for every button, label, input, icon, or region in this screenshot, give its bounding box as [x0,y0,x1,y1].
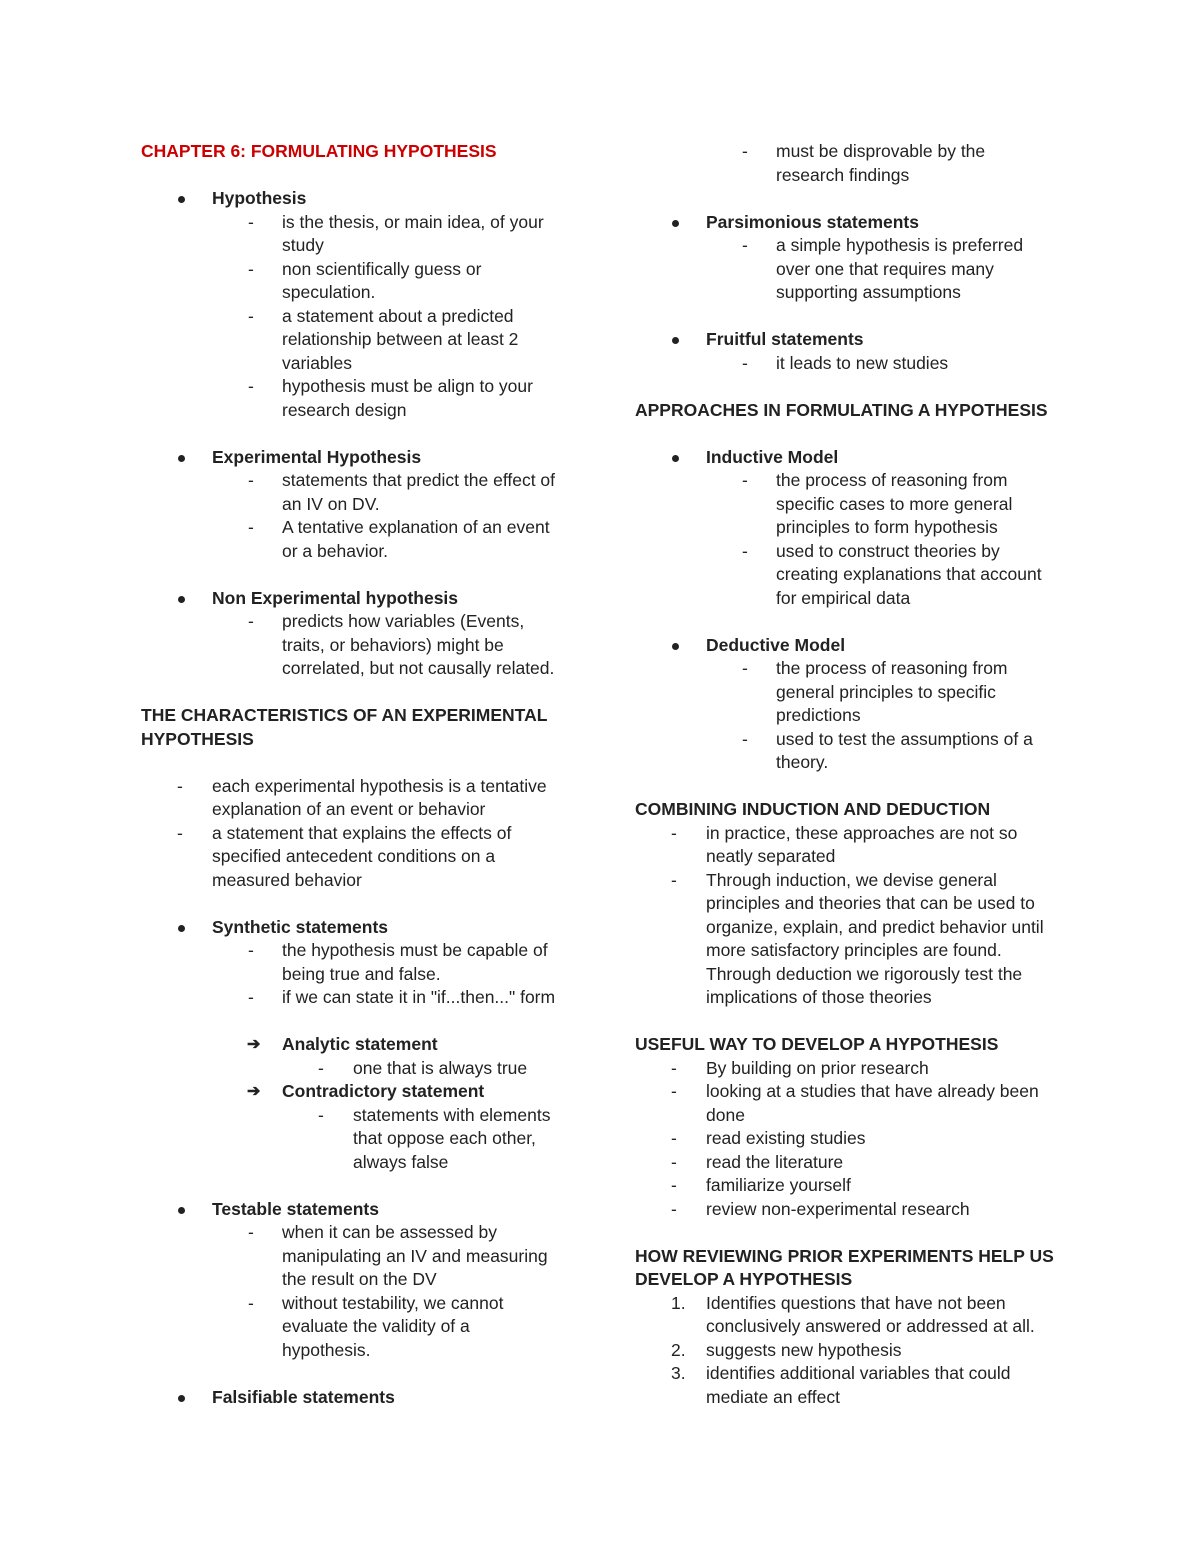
dash-item-text: an IV on DV. [282,493,380,514]
arrow-right-icon: ➔ [247,1036,261,1053]
bullet-icon [178,455,185,462]
numbered-item-text: Identifies questions that have not been [706,1292,1006,1313]
dash-item-text: research design [282,399,407,420]
dash-item-text: in practice, these approaches are not so [706,822,1018,843]
dash-item-line [141,798,581,822]
dash-marker: - [248,987,254,1007]
bullet-label: Non Experimental hypothesis [212,587,459,608]
dash-marker: - [248,258,254,279]
dash-item-text: By building on prior research [706,1057,929,1078]
bullet-icon [178,196,185,203]
dash-item-text: principles to form hypothesis [776,517,998,537]
dash-item-line [141,634,581,658]
dash-item-line [635,845,1075,869]
spacer [635,305,1075,329]
spacer [141,1174,581,1198]
dash-item-text: statements that predict the effect of [282,470,556,490]
dash-item-line [141,1057,581,1081]
arrow-label: Analytic statement [282,1034,438,1054]
dash-item-text: traits, or behaviors) might be [282,634,504,655]
dash-marker: - [248,211,254,232]
dash-item-text: for empirical data [776,587,911,608]
dash-item-line [141,258,581,282]
dash-item-text: must be disprovable by the [776,141,986,161]
spacer [635,775,1075,799]
dash-item-line [635,822,1075,846]
dash-item-line [635,140,1075,164]
bullet-icon [178,925,185,932]
numbered-item-text: conclusively answered or addressed at all. [706,1316,1035,1336]
dash-item-text: or a behavior. [282,540,389,561]
dash-item-text: being true and false. [282,963,441,984]
bullet-heading [635,328,1075,352]
dash-item-text: more satisfactory principles are found. [706,940,1002,960]
numbered-item-line [635,1315,1075,1339]
bullet-label: Deductive Model [706,634,846,655]
dash-marker: - [318,1057,324,1078]
dash-item-text: statements with elements [353,1104,551,1125]
dash-item-line [635,234,1075,258]
dash-item-text: speculation. [282,282,376,302]
numbered-item-text: suggests new hypothesis [706,1339,902,1360]
bullet-heading [141,587,581,611]
dash-marker: - [177,775,183,796]
dash-item-text: relationship between at least 2 [282,329,519,349]
bullet-label: Parsimonious statements [706,211,919,232]
numbered-item-line [635,1362,1075,1386]
dash-item-text: the process of reasoning from [776,658,1008,678]
dash-marker: - [742,658,748,678]
dash-item-line [635,164,1075,188]
numbered-item-line [635,1339,1075,1363]
dash-item-text: one that is always true [353,1057,528,1078]
dash-marker: - [248,470,254,490]
dash-item-text: the process of reasoning from [776,470,1008,490]
dash-marker: - [671,1175,677,1195]
dash-item-text: study [282,235,324,255]
bullet-icon [178,1395,185,1402]
bullet-icon [672,220,679,227]
dash-marker: - [671,1057,677,1078]
dash-marker: - [318,1104,324,1125]
dash-item-line [635,493,1075,517]
dash-item-line [141,234,581,258]
dash-item-text: that oppose each other, [353,1128,536,1148]
dash-item-text: Through induction, we devise general [706,869,997,890]
dash-item-line [141,986,581,1010]
dash-item-line [141,1104,581,1128]
dash-item-line [635,681,1075,705]
spacer [141,1010,581,1034]
item-number: 3. [671,1363,686,1383]
dash-marker: - [671,1198,677,1219]
dash-item-text: hypothesis. [282,1339,371,1360]
dash-marker: - [742,352,748,373]
dash-item-line [141,375,581,399]
spacer [635,422,1075,446]
dash-marker: - [671,1151,677,1172]
spacer [635,187,1075,211]
dash-item-line [635,563,1075,587]
dash-marker: - [177,822,183,843]
dash-item-line [141,1339,581,1363]
dash-item-line [141,211,581,235]
dash-item-line [635,587,1075,611]
dash-item-line [141,1127,581,1151]
section-heading: USEFUL WAY TO DEVELOP A HYPOTHESIS [635,1034,999,1054]
dash-item-line [635,1080,1075,1104]
dash-item-line [141,399,581,423]
spacer [141,892,581,916]
bullet-icon [672,643,679,650]
dash-item-line [141,516,581,540]
bullet-label: Testable statements [212,1198,379,1219]
bullet-label: Synthetic statements [212,916,389,937]
dash-item-line [635,1198,1075,1222]
dash-item-line [141,493,581,517]
dash-item-text: implications of those theories [706,987,932,1007]
arrow-label: Contradictory statement [282,1081,485,1101]
dash-item-line [141,1245,581,1269]
dash-item-text: research findings [776,164,910,185]
bullet-heading [141,1386,581,1410]
dash-item-text: hypothesis must be align to your [282,376,533,396]
dash-item-line [141,305,581,329]
dash-item-text: correlated, but not causally related. [282,658,555,678]
bullet-label: Experimental Hypothesis [212,446,422,467]
dash-item-line [141,1268,581,1292]
dash-item-text: read existing studies [706,1128,866,1148]
bullet-heading [141,1198,581,1222]
dash-item-line [635,751,1075,775]
dash-marker: - [248,517,254,537]
dash-item-line [635,540,1075,564]
dash-item-line [141,540,581,564]
dash-item-line [141,963,581,987]
dash-item-line [635,1174,1075,1198]
dash-item-line [141,1151,581,1175]
dash-item-text: read the literature [706,1151,844,1172]
dash-item-text: done [706,1104,745,1125]
spacer [141,164,581,188]
dash-item-text: it leads to new studies [776,352,949,373]
dash-item-line [141,869,581,893]
bullet-label: Hypothesis [212,188,307,208]
right-column [635,140,1075,1409]
dash-item-line [635,1127,1075,1151]
section-heading: THE CHARACTERISTICS OF AN EXPERIMENTAL [141,705,548,725]
bullet-icon [178,1207,185,1214]
dash-item-text: a statement that explains the effects of [212,822,512,843]
dash-item-text: each experimental hypothesis is a tentative [212,775,547,796]
bullet-icon [672,337,679,344]
dash-item-line [141,1292,581,1316]
dash-item-text: theory. [776,752,829,772]
arrow-heading [141,1033,581,1057]
dash-marker: - [248,305,254,326]
dash-marker: - [742,235,748,255]
dash-item-line [141,328,581,352]
spacer [141,563,581,587]
section-heading: HYPOTHESIS [141,728,254,749]
dash-item-text: over one that requires many [776,258,994,279]
dash-item-text: without testability, we cannot [282,1292,504,1313]
numbered-item-text: mediate an effect [706,1386,840,1407]
dash-item-line [635,728,1075,752]
spacer [141,1362,581,1386]
bullet-icon [672,455,679,462]
bullet-label: Fruitful statements [706,329,864,349]
dash-item-text: a statement about a predicted [282,305,514,326]
item-number: 1. [671,1292,686,1313]
dash-item-text: looking at a studies that have already been [706,1081,1039,1101]
arrow-heading [141,1080,581,1104]
dash-item-text: neatly separated [706,846,836,866]
bullet-label: Inductive Model [706,446,839,467]
numbered-item-line [635,1386,1075,1410]
dash-item-text: when it can be assessed by [282,1222,497,1242]
bullet-heading [635,634,1075,658]
bullet-heading [635,211,1075,235]
dash-item-line [141,281,581,305]
dash-item-text: always false [353,1151,449,1172]
dash-item-text: predictions [776,705,861,725]
dash-item-line [635,352,1075,376]
bullet-label: Falsifiable statements [212,1386,395,1407]
dash-item-text: predicts how variables (Events, [282,611,525,631]
dash-item-text: specified antecedent conditions on a [212,846,496,866]
section-heading: DEVELOP A HYPOTHESIS [635,1269,853,1289]
spacer [141,422,581,446]
dash-marker: - [671,1128,677,1148]
dash-item-text: specific cases to more general [776,493,1013,514]
dash-item-line [141,845,581,869]
dash-item-text: non scientifically guess or [282,258,482,279]
dash-item-text: creating explanations that account [776,564,1042,584]
dash-marker: - [248,1292,254,1313]
dash-item-text: Through deduction we rigorously test the [706,963,1023,984]
dash-item-line [635,469,1075,493]
spacer [635,1010,1075,1034]
dash-item-line [635,916,1075,940]
bullet-heading [635,446,1075,470]
bullet-heading [141,187,581,211]
dash-item-text: A tentative explanation of an event [282,517,550,537]
dash-item-line [141,822,581,846]
dash-item-line [141,657,581,681]
bullet-heading [141,446,581,470]
dash-item-line [635,516,1075,540]
dash-item-text: manipulating an IV and measuring [282,1245,548,1266]
spacer [141,681,581,705]
numbered-item-text: identifies additional variables that could [706,1363,1011,1383]
section-heading: HOW REVIEWING PRIOR EXPERIMENTS HELP US [635,1245,1054,1266]
spacer [635,1221,1075,1245]
dash-item-line [635,869,1075,893]
dash-item-line [141,775,581,799]
dash-item-text: used to test the assumptions of a [776,728,1033,749]
dash-item-text: organize, explain, and predict behavior until [706,916,1044,937]
dash-marker: - [671,822,677,843]
dash-item-line [635,657,1075,681]
dash-item-text: evaluate the validity of a [282,1316,470,1336]
spacer [635,375,1075,399]
dash-item-line [141,1221,581,1245]
dash-marker: - [742,728,748,749]
dash-item-line [141,610,581,634]
dash-item-line [635,281,1075,305]
dash-item-text: familiarize yourself [706,1175,851,1195]
dash-item-line [141,469,581,493]
dash-marker: - [248,611,254,631]
dash-item-text: explanation of an event or behavior [212,799,486,819]
dash-item-text: supporting assumptions [776,282,961,302]
dash-item-text: used to construct theories by [776,540,1000,561]
dash-item-line [635,704,1075,728]
item-number: 2. [671,1339,686,1360]
dash-item-line [635,1104,1075,1128]
dash-item-text: is the thesis, or main idea, of your [282,211,544,232]
dash-marker: - [671,1081,677,1101]
dash-item-line [635,939,1075,963]
dash-item-line [635,258,1075,282]
dash-item-text: variables [282,352,353,373]
dash-item-text: the hypothesis must be capable of [282,940,548,960]
dash-marker: - [248,940,254,960]
dash-marker: - [248,376,254,396]
dash-marker: - [248,1222,254,1242]
dash-item-text: general principles to specific [776,681,996,702]
dash-item-text: if we can state it in "if...then..." form [282,987,556,1007]
dash-item-line [141,939,581,963]
dash-item-text: the result on the DV [282,1269,437,1289]
dash-item-line [141,352,581,376]
dash-marker: - [742,141,748,161]
chapter-title: CHAPTER 6: FORMULATING HYPOTHESIS [141,141,497,161]
dash-marker: - [671,869,677,890]
spacer [141,751,581,775]
dash-item-line [635,986,1075,1010]
dash-item-text: a simple hypothesis is preferred [776,235,1024,255]
dash-item-text: principles and theories that can be used to [706,893,1035,913]
dash-item-line [635,963,1075,987]
dash-item-line [635,1057,1075,1081]
bullet-heading [141,916,581,940]
dash-item-line [141,1315,581,1339]
dash-item-text: measured behavior [212,869,362,890]
arrow-right-icon: ➔ [247,1083,261,1100]
spacer [635,610,1075,634]
bullet-icon [178,596,185,603]
dash-item-text: review non-experimental research [706,1198,970,1219]
section-heading: APPROACHES IN FORMULATING A HYPOTHESIS [635,399,1048,420]
section-heading: COMBINING INDUCTION AND DEDUCTION [635,799,991,819]
dash-marker: - [742,470,748,490]
dash-marker: - [742,540,748,561]
left-column [141,140,581,1409]
numbered-item-line [635,1292,1075,1316]
dash-item-line [635,892,1075,916]
dash-item-line [635,1151,1075,1175]
